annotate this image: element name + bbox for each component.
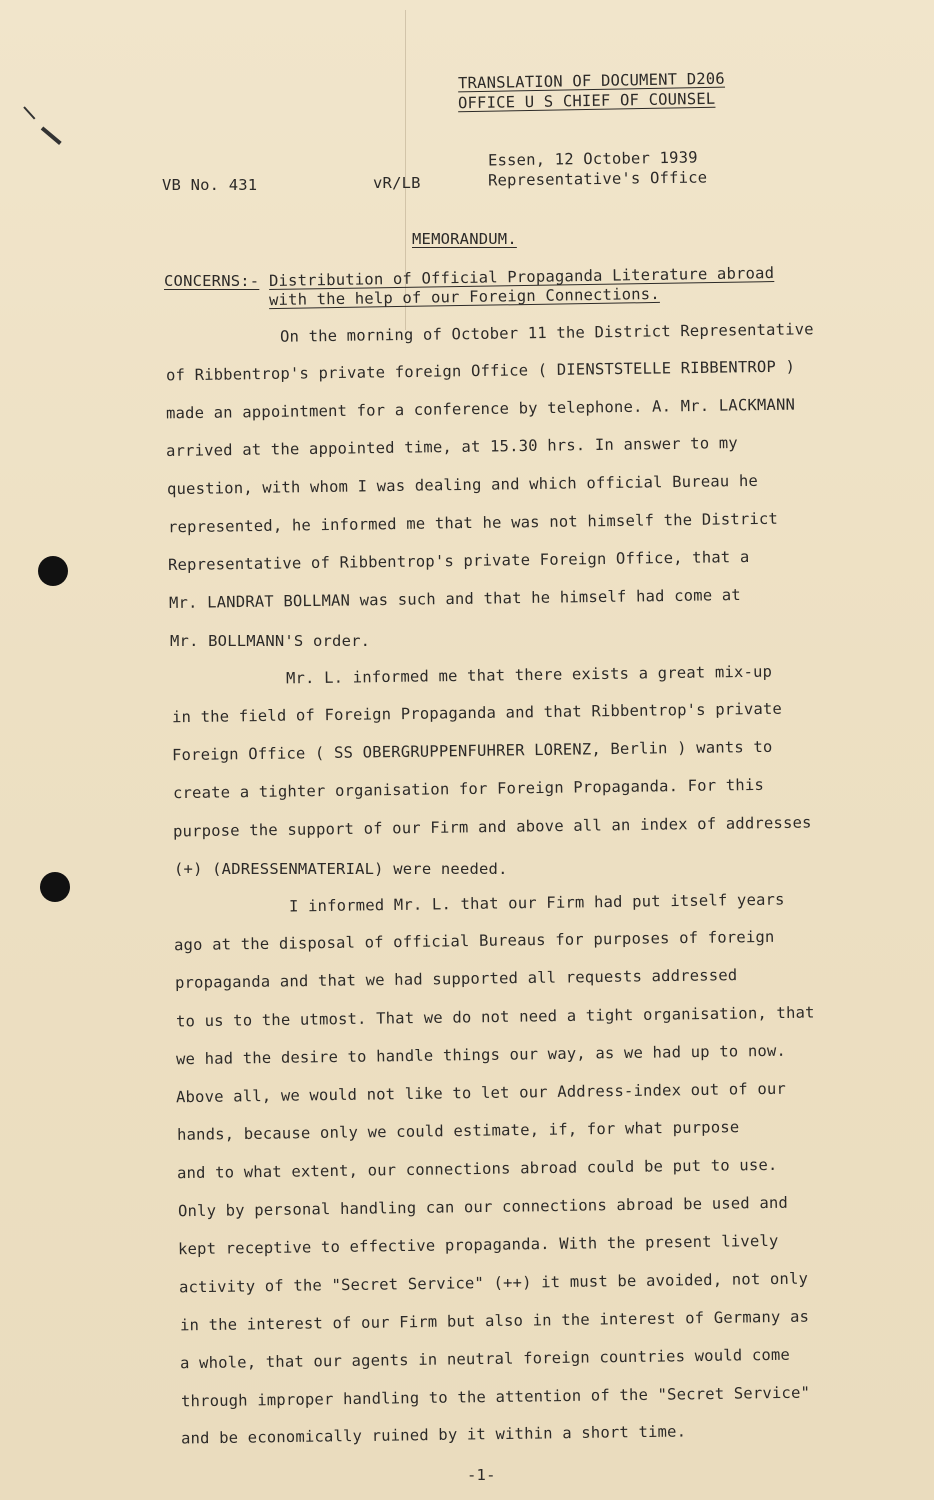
- body-line: represented, he informed me that he was not himself the District: [167, 509, 779, 537]
- body-line: I informed Mr. L. that our Firm had put itself years: [288, 890, 785, 916]
- vb-number: VB No. 431: [162, 176, 258, 194]
- pen-mark: [41, 126, 62, 144]
- office-name: Representative's Office: [487, 168, 708, 190]
- page-number: -1-: [467, 1466, 496, 1484]
- punch-hole: [38, 556, 68, 586]
- body-line: kept receptive to effective propaganda. With the present lively: [177, 1231, 779, 1259]
- reference-code: vR/LB: [373, 174, 421, 192]
- body-line: in the interest of our Firm but also in the interest of Germany as: [179, 1307, 810, 1335]
- body-line: and to what extent, our connections abroad could be put to use.: [176, 1155, 778, 1183]
- body-line: activity of the "Secret Service" (++) it must be avoided, not only: [178, 1269, 809, 1297]
- body-line: hands, because only we could estimate, if, for what purpose: [176, 1118, 740, 1144]
- body-line: (+) (ADRESSENMATERIAL) were needed.: [174, 860, 508, 878]
- body-line: Above all, we would not like to let our Address-index out of our: [175, 1079, 787, 1107]
- header-title-line1: TRANSLATION OF DOCUMENT D206: [457, 69, 726, 93]
- body-line: through improper handling to the attention of the "Secret Service": [180, 1383, 811, 1411]
- body-line: Mr. LANDRAT BOLLMAN was such and that he himself had come at: [168, 586, 742, 612]
- body-line: made an appointment for a conference by telephone. A. Mr. LACKMANN: [165, 395, 796, 423]
- concerns-line2: with the help of our Foreign Connections.: [268, 284, 660, 310]
- memorandum-heading: MEMORANDUM.: [412, 230, 517, 248]
- body-line: Representative of Ribbentrop's private Foreign Office, that a: [167, 547, 750, 575]
- body-line: Mr. BOLLMANN'S order.: [170, 632, 371, 650]
- body-line: we had the desire to handle things our way, as we had up to now.: [175, 1041, 787, 1069]
- body-line: and be economically ruined by it within a short time.: [180, 1422, 687, 1448]
- body-line: On the morning of October 11 the District Representative: [279, 320, 814, 346]
- pen-mark: [23, 106, 35, 119]
- body-line: to us to the utmost. That we do not need a tight organisation, that: [175, 1003, 815, 1031]
- place-date: Essen, 12 October 1939: [487, 148, 698, 170]
- body-line: ago at the disposal of official Bureaus for purposes of foreign: [173, 927, 775, 955]
- body-line: question, with whom I was dealing and which official Bureau he: [166, 471, 759, 499]
- body-line: Foreign Office ( SS OBERGRUPPENFUHRER LORENZ, Berlin ) wants to: [171, 737, 773, 765]
- body-line: of Ribbentrop's private foreign Office ( DIENSTSTELLE RIBBENTROP ): [165, 357, 796, 385]
- body-line: arrived at the appointed time, at 15.30 hrs. In answer to my: [165, 434, 739, 460]
- body-line: propaganda and that we had supported all requests addressed: [174, 966, 738, 992]
- concerns-label: CONCERNS:-: [164, 272, 260, 290]
- header-title-line2: OFFICE U S CHIEF OF COUNSEL: [457, 89, 716, 113]
- body-line: Mr. L. informed me that there exists a great mix-up: [285, 662, 773, 688]
- concerns-line1: Distribution of Official Propaganda Literature abroad: [268, 264, 775, 290]
- body-line: Only by personal handling can our connections abroad be used and: [177, 1193, 789, 1221]
- body-line: a whole, that our agents in neutral foreign countries would come: [179, 1345, 791, 1373]
- body-line: purpose the support of our Firm and above all an index of addresses: [172, 813, 812, 841]
- body-line: create a tighter organisation for Foreign Propaganda. For this: [172, 775, 765, 803]
- body-line: in the field of Foreign Propaganda and that Ribbentrop's private: [171, 699, 783, 727]
- punch-hole: [40, 872, 70, 902]
